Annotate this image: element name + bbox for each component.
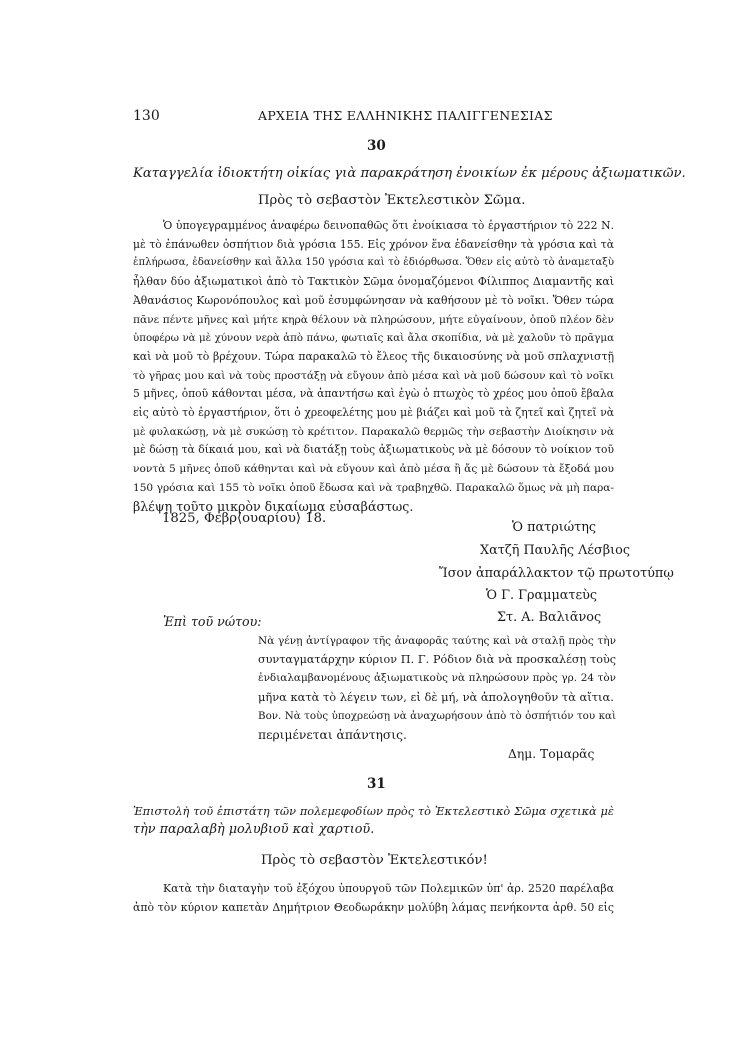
body-line: ἀπὸ τὸν κύριον καπετὰν Δημήτριον Θεοδωράκην μολύβη λάμας πενήκοντα ἀρθ. 50 εἰς <box>133 900 614 914</box>
signature-line: Ἴσον ἀπαράλλακτον τῷ πρωτοτύπῳ <box>439 566 674 581</box>
body-line: πᾶνε πέντε μῆνες καὶ μήτε κηρὰ θέλουν νὰ πληρώσουν, μήτε εὐγαίνουν, ὁποῦ πλέον δὲν <box>133 312 614 326</box>
running-title: ΑΡΧΕΙΑ ΤΗΣ ΕΛΛΗΝΙΚΗΣ ΠΑΛΙΓΓΕΝΕΣΙΑΣ <box>258 108 553 123</box>
body-line: νοντὰ 5 μῆνες ὁποῦ κάθηνται καὶ νὰ εὔγουν καὶ ἀπὸ μέσα ἢ ἄς μὲ δώσουν τὰ ἔξοδά μου <box>133 462 614 476</box>
verso-signature: Δημ. Τομαρᾶς <box>508 747 595 761</box>
signature-line: Στ. Α. Βαλιᾶνος <box>497 610 602 625</box>
verso-note <box>258 632 616 744</box>
body-line: καὶ νὰ μοῦ τὸ βρέχουν. Τώρα παρακαλῶ τὸ ἔλεος τῆς δικαιοσύνης νὰ μοῦ σπλαχνιστῇ <box>133 349 614 363</box>
letter-body <box>133 880 614 917</box>
title-line: τὴν παραλαβὴ μολυβιοῦ καὶ χαρτιοῦ. <box>133 821 375 837</box>
body-line: ἐπλήρωσα, ἐδανείσθην καὶ ἄλλα 150 γρόσια καὶ τὸ ἐδιόρθωσα. Ὅθεν εἰς αὐτὸ τὸ ἀναμεταξὺ <box>133 257 614 269</box>
document-title: Καταγγελία ἰδιοκτήτη οἰκίας γιὰ παρακράτηση ἐνοικίων ἐκ μέρους ἀξιωματικῶν. <box>133 166 686 181</box>
note-line: Νὰ γένῃ ἀντίγραφον τῆς ἀναφορᾶς ταύτης καὶ νὰ σταλῇ πρὸς τὴν <box>258 635 616 647</box>
body-line: μὲ δώσῃ τὰ δίκαιά μου, καὶ νὰ διατάξῃ τοὺς ἀξιωματικοὺς νὰ μὲ δόσουν τὸ νοίκιον τοῦ <box>133 443 614 457</box>
signature-line: Χατζῆ Παυλῆς Λέσβιος <box>480 543 630 558</box>
body-line: μὲ φυλακώσῃ, νὰ μὲ συκώσῃ τὸ κρέτιτον. Παρακαλῶ θερμῶς τὴν σεβαστὴν Διοίκησιν νὰ <box>133 425 614 438</box>
addressee-line: Πρὸς τὸ σεβαστὸν Ἐκτελεστικὸν Σῶμα. <box>258 193 526 208</box>
body-line: ὑποφέρω νὰ μὲ χύνουν νερὰ ἀπὸ πάνω, φωτιαῖς καὶ ἄλα σκοπίδια, νὰ μὲ χαλοῦν τὸ πρᾶγμα <box>133 332 614 345</box>
document-title <box>133 802 614 839</box>
body-line: 150 γρόσια καὶ 155 τὸ νοῖκι ὁποῦ ἔδωσα καὶ νὰ τραβηχθῶ. Παρακαλῶ ὅμως νὰ μὴ παρα- <box>133 481 614 494</box>
letter-body <box>133 217 614 516</box>
letter-date: 1825, Φεβρ⟨ουαρίου⟩ 18. <box>162 511 327 526</box>
body-line: Ἀθανάσιος Κωρονόπουλος καὶ μοῦ ἐσυμφώνησαν νὰ καθήσουν μὲ τὸ νοῖκι. Ὅθεν τώρα <box>133 293 614 307</box>
body-line: βλέψῃ τοῦτο μικρὸν δικαίωμα εὐσαβάστως. <box>133 498 414 514</box>
note-line: μῆνα κατὰ τὸ λέγειν των, εἰ δὲ μή, νὰ ἀπολογηθοῦν τὰ αἴτια. <box>258 690 614 705</box>
note-line: συνταγματάρχην κύριον Π. Γ. Ρόδιον διὰ νὰ προσκαλέσῃ τοὺς <box>258 652 616 666</box>
signature-line: Ὁ Γ. Γραμματεὺς <box>486 588 598 603</box>
body-line: 5 μῆνες, ὁποῦ κάθονται μέσα, νὰ ἀπαντήσω καὶ ἐγὼ ὁ πτωχὸς τὸ χρέος μου ὁποῦ ἔβαλα <box>133 387 614 401</box>
addressee-line: Πρὸς τὸ σεβαστὸν Ἐκτελεστικόν! <box>261 853 488 868</box>
note-line: ἐνδιαλαμβανομένους ἀξιωματικοὺς νὰ πληρώσουν πρὸς γρ. 24 τὸν <box>258 672 616 685</box>
body-line: εἰς αὐτὸ τὸ ἐργαστήριον, ὅτι ὁ χρεοφελέτης μου μὲ βιάζει καὶ μοῦ τὰ ζητεῖ καὶ ζητεῖ νὰ <box>133 406 614 420</box>
page-number: 130 <box>133 108 160 124</box>
document-number: 31 <box>367 776 386 792</box>
verso-label: Ἐπὶ τοῦ νώτου: <box>163 614 262 629</box>
document-number: 30 <box>367 138 386 154</box>
title-line: Ἐπιστολὴ τοῦ ἐπιστάτη τῶν πολεμεφοδίων πρὸς τὸ Ἐκτελεστικὸ Σῶμα σχετικὰ μὲ <box>133 804 614 818</box>
signature-line: Ὁ πατριώτης <box>512 520 597 535</box>
body-line: μὲ τὸ ἐπάνωθεν ὀσπήτιον διὰ γρόσια 155. Εἰς χρόνον ἕνα ἐδανείσθην τὰ γρόσια καὶ τὰ <box>133 237 614 251</box>
note-line: περιμένεται ἀπάντησις. <box>258 727 407 742</box>
body-line: Κατὰ τὴν διαταγὴν τοῦ ἐξόχου ὑπουργοῦ τῶν Πολεμικῶν ὑπ' ἀρ. 2520 παρέλαβα <box>163 882 614 895</box>
body-line: τὸ γῆρας μου καὶ νὰ τοὺς προστάξῃ νὰ εὔγουν ἀπὸ μέσα καὶ νὰ μοῦ δώσουν καὶ τὸ νοῖκι <box>133 369 614 382</box>
body-line: ἦλθαν δύο ἀξιωματικοὶ ἀπὸ τὸ Τακτικὸν Σῶμα ὀνομαζόμενοι Φίλιππος Διαμαντῆς καὶ <box>133 275 614 289</box>
note-line: Βον. Νὰ τοὺς ὑποχρεώσῃ νὰ ἀναχωρήσουν ἀπὸ τὸ ὀσπήτιόν του καὶ <box>258 709 616 722</box>
body-line: Ὁ ὑπογεγραμμένος ἀναφέρω δεινοπαθῶς ὅτι ἐνοίκιασα τὸ ἐργαστήριον τὸ 222 Ν. <box>163 219 614 232</box>
